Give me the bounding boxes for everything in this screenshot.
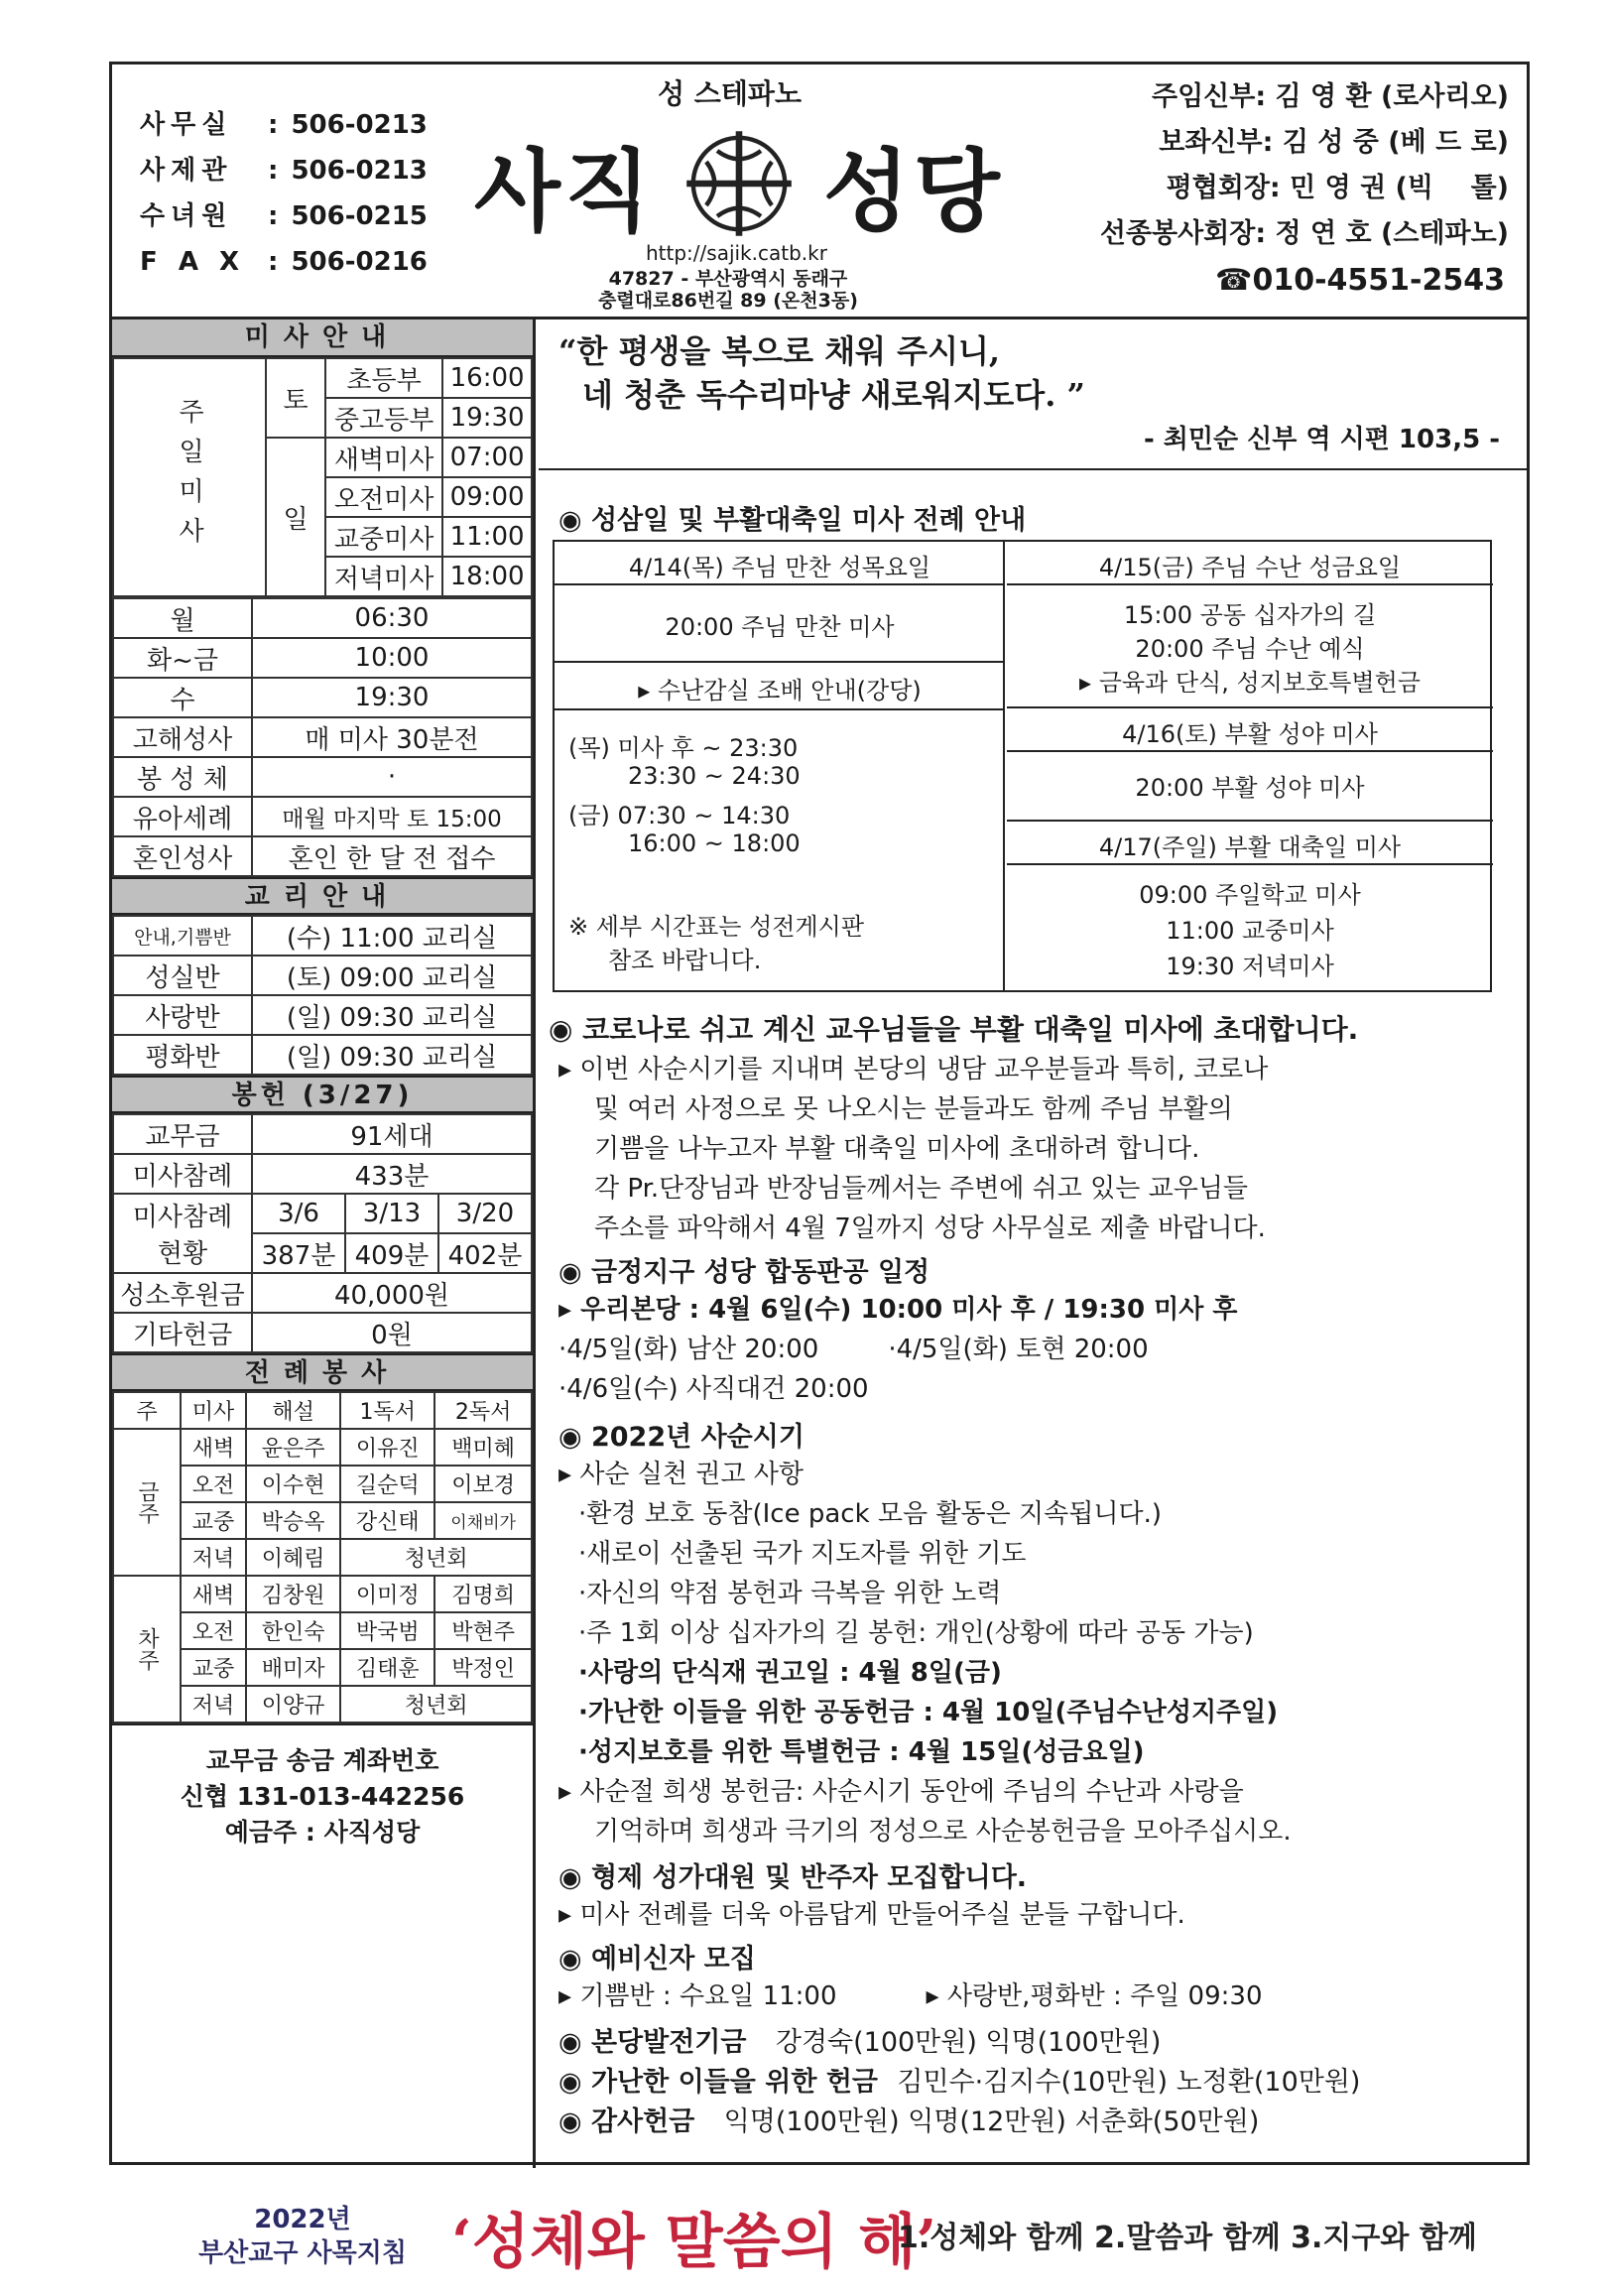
- liturgy-cell: 교중: [181, 1649, 246, 1686]
- confession-body: [558, 1290, 1238, 1409]
- divider: [1007, 583, 1493, 585]
- liturgy-cell: 청년회: [340, 1686, 532, 1722]
- attendance-date: 3/13: [345, 1194, 438, 1233]
- quote-source: - 최민순 신부 역 시편 103,5 -: [1143, 425, 1500, 454]
- thanks-title: ◉ 감사헌금: [558, 2106, 695, 2137]
- liturgy-cell: 이혜림: [246, 1539, 340, 1576]
- offering-label: 성소후원금: [113, 1273, 252, 1313]
- mass-time: 09:00: [442, 477, 532, 517]
- staff-value: 김 영 환 (로사리오): [1275, 81, 1509, 112]
- liturgy-cell: 박승옥: [246, 1502, 340, 1539]
- attendance-count: 402분: [438, 1233, 532, 1273]
- education-table: [112, 915, 533, 1076]
- row-label: 유아세례: [113, 797, 252, 836]
- row-label: 고해성사: [113, 717, 252, 757]
- footer-year: 2022년: [254, 2205, 351, 2234]
- class-name: 성실반: [113, 956, 252, 995]
- adoration-time: 23:30 ~ 24:30: [628, 762, 801, 790]
- week-label: 차주: [113, 1576, 181, 1722]
- liturgy-head: 미사: [181, 1392, 246, 1429]
- thanks-heading: [558, 2100, 1259, 2138]
- poor-fund-heading: [558, 2060, 1360, 2099]
- left-column: [112, 319, 536, 2168]
- text-line: ·성지보호를 위한 특별헌금 : 4월 15일(성금요일): [578, 1737, 1145, 1767]
- liturgy-cell: 새벽: [181, 1576, 246, 1612]
- liturgy-head: 2독서: [434, 1392, 532, 1429]
- header: [112, 64, 1527, 319]
- liturgy-head: 해설: [246, 1392, 340, 1429]
- text-line: ▸ 우리본당 : 4월 6일(수) 10:00 미사 후 / 19:30 미사 후: [558, 1295, 1238, 1325]
- good-friday-item: ▸ 금육과 단식, 성지보호특별헌금: [1079, 669, 1421, 697]
- account-line: 예금주 : 사직성당: [224, 1818, 421, 1847]
- liturgy-cell: 이수현: [246, 1466, 340, 1502]
- row-label: 혼인성사: [113, 836, 252, 876]
- account-line: 신협 131-013-442256: [180, 1782, 465, 1811]
- offering-value: 40,000원: [252, 1273, 532, 1313]
- choir-body: ▸ 미사 전례를 더욱 아름답게 만들어주실 분들 구합니다.: [558, 1900, 1185, 1930]
- offering-value: 91세대: [252, 1114, 532, 1154]
- class-name: 사랑반: [113, 995, 252, 1035]
- adoration-time: (목) 미사 후 ~ 23:30: [568, 734, 799, 762]
- saturday-label: 토: [266, 358, 325, 438]
- liturgy-head: 1독서: [340, 1392, 434, 1429]
- text-line: ▸ 사순 실천 권고 사항: [558, 1460, 805, 1489]
- weekday-schedule-table: [112, 597, 533, 877]
- footer-diocese: [198, 2203, 407, 2270]
- contact-list: 사무실 : 506-0213 사제관 : 506-0213 수녀원 : 506-0215 F A X : 506-0216: [140, 102, 428, 285]
- church-name-right: 성당: [822, 140, 1004, 244]
- easter-sunday-item: 19:30 저녁미사: [1166, 953, 1334, 980]
- divider: [1007, 863, 1493, 865]
- mass-name: 교중미사: [325, 517, 442, 557]
- text-line: ·가난한 이들을 위한 공동헌금 : 4월 10일(주님수난성지주일): [578, 1698, 1279, 1727]
- invitation-heading: ◉ 코로나로 쉬고 계신 교우님들을 부활 대축일 미사에 초대합니다.: [549, 1013, 1359, 1046]
- schedule-note: ※ 세부 시간표는 성전게시판: [568, 913, 865, 941]
- divider: [555, 583, 1005, 585]
- mass-time: 16:00: [442, 358, 532, 398]
- staff-value: 민 영 권 (빅 톨): [1290, 173, 1509, 203]
- contact-label: F A X: [140, 247, 246, 277]
- liturgy-section-title: 전례봉사: [112, 1353, 533, 1391]
- holy-week-box: [553, 540, 1492, 992]
- scripture-quote: [558, 329, 1085, 417]
- text-line: ·4/5일(화) 남산 20:00: [558, 1335, 819, 1364]
- church-subtitle: 성 스테파노: [658, 77, 802, 110]
- text-line: ·자신의 약점 봉헌과 극복을 위한 노력: [578, 1579, 1002, 1608]
- confession-heading: ◉ 금정지구 성당 합동판공 일정: [558, 1257, 930, 1288]
- mass-name: 새벽미사: [325, 438, 442, 477]
- mass-name: 중고등부: [325, 398, 442, 438]
- adoration-note: ▸ 수난감실 조배 안내(강당): [638, 677, 922, 704]
- contact-value: 506-0213: [291, 110, 428, 140]
- mass-name: 저녁미사: [325, 557, 442, 596]
- liturgy-cell: 저녁: [181, 1539, 246, 1576]
- attendance-date: 3/6: [252, 1194, 345, 1233]
- text-line: ·4/6일(수) 사직대건 20:00: [558, 1374, 869, 1404]
- mass-time: 11:00: [442, 517, 532, 557]
- offering-table: [112, 1113, 533, 1353]
- liturgy-cell: 교중: [181, 1502, 246, 1539]
- attendance-label-line: 현황: [157, 1239, 208, 1269]
- address-line: 47827 - 부산광역시 동래구: [608, 268, 848, 290]
- attendance-count: 387분: [252, 1233, 345, 1273]
- liturgy-cell: 이보경: [434, 1466, 532, 1502]
- row-value: 매 미사 30분전: [252, 717, 532, 757]
- text-line: ▸ 사랑반,평화반 : 주일 09:30: [926, 1981, 1263, 2011]
- easter-sunday-item: 09:00 주일학교 미사: [1139, 881, 1361, 909]
- bulletin-frame: [109, 62, 1530, 2165]
- mass-time: 18:00: [442, 557, 532, 596]
- offering-label: 기타헌금: [113, 1313, 252, 1352]
- liturgy-cell: 새벽: [181, 1429, 246, 1466]
- row-label: 봉 성 체: [113, 757, 252, 797]
- footer-goals: 1.성체와 함께 2.말씀과 함께 3.지구와 함께: [898, 2221, 1477, 2255]
- liturgy-cell: 박국범: [340, 1612, 434, 1649]
- quote-line: 네 청춘 독수리마냥 새로워지도다. ”: [582, 376, 1085, 414]
- text-line: ·사랑의 단식재 권고일 : 4월 8일(금): [578, 1658, 1002, 1688]
- liturgy-cell: 김창원: [246, 1576, 340, 1612]
- divider: [1007, 820, 1493, 822]
- week-label: 금주: [113, 1429, 181, 1576]
- footer-org: 부산교구 사목지침: [198, 2238, 407, 2268]
- divider: [555, 661, 1005, 663]
- church-name: [474, 119, 1004, 248]
- cross-logo-icon: [684, 129, 794, 238]
- liturgy-head: 주: [113, 1392, 181, 1429]
- divider: [1007, 750, 1493, 752]
- staff-value: 정 연 호 (스테파노): [1275, 218, 1509, 249]
- offering-value: 433분: [252, 1154, 532, 1194]
- education-section-title: 교리안내: [112, 877, 533, 915]
- address: [598, 268, 858, 312]
- good-friday-item: 20:00 주님 수난 예식: [1135, 635, 1365, 663]
- footer-motto: ‘성체와 말씀의 해’: [451, 2208, 937, 2277]
- row-value: 매월 마지막 토 15:00: [252, 797, 532, 836]
- sunday-mass-label: 주일미사: [113, 358, 266, 596]
- class-time: (수) 11:00 교리실: [252, 916, 532, 956]
- text-line: ·4/5일(화) 토현 20:00: [888, 1335, 1149, 1364]
- row-value: 19:30: [252, 678, 532, 717]
- contact-value: 506-0213: [291, 156, 428, 186]
- liturgy-cell: 길순덕: [340, 1466, 434, 1502]
- mass-name: 오전미사: [325, 477, 442, 517]
- liturgy-cell: 한인숙: [246, 1612, 340, 1649]
- row-label: 월: [113, 598, 252, 638]
- text-line: ·주 1회 이상 십자가의 길 봉헌: 개인(상황에 따라 공동 가능): [578, 1618, 1254, 1648]
- offering-label: 미사참례: [113, 1154, 252, 1194]
- adoration-time: 16:00 ~ 18:00: [628, 829, 801, 857]
- liturgy-cell: 저녁: [181, 1686, 246, 1722]
- liturgy-cell: 박정인: [434, 1649, 532, 1686]
- text-line: ·환경 보호 동참(Ice pack 모음 활동은 지속됩니다.): [578, 1499, 1163, 1529]
- holy-thursday-title: 4/14(목) 주님 만찬 성목요일: [628, 554, 931, 581]
- choir-heading: ◉ 형제 성가대원 및 반주자 모집합니다.: [558, 1862, 1028, 1893]
- row-value: ·: [252, 757, 532, 797]
- website-link[interactable]: http://sajik.catb.kr: [646, 241, 827, 265]
- liturgy-cell: 김태훈: [340, 1649, 434, 1686]
- fund-title: ◉ 본당발전기금: [558, 2027, 747, 2058]
- text-line: 및 여러 사정으로 못 나오시는 분들과도 함께 주님 부활의: [594, 1094, 1233, 1124]
- text-line: 기억하며 희생과 극기의 정성으로 사순봉헌금을 모아주십시오.: [594, 1817, 1292, 1847]
- easter-sunday-item: 11:00 교중미사: [1166, 917, 1334, 945]
- good-friday-title: 4/15(금) 주님 수난 성금요일: [1098, 554, 1402, 581]
- quote-line: “한 평생을 복으로 채워 주시니,: [558, 332, 1001, 370]
- mass-name: 초등부: [325, 358, 442, 398]
- text-line: 기쁨을 나누고자 부활 대축일 미사에 초대하려 합니다.: [594, 1134, 1200, 1164]
- mass-schedule-table: [112, 357, 533, 597]
- text-line: ▸ 이번 사순시기를 지내며 본당의 냉담 교우분들과 특히, 코로나: [558, 1055, 1269, 1084]
- attendance-label-line: 미사참례: [132, 1203, 233, 1232]
- liturgy-cell: 이미정: [340, 1576, 434, 1612]
- fund-donors: 강경숙(100만원) 익명(100만원): [775, 2027, 1162, 2058]
- footer: [0, 2183, 1610, 2296]
- liturgy-cell: 김명희: [434, 1576, 532, 1612]
- text-line: 주소를 파악해서 4월 7일까지 성당 사무실로 제출 바랍니다.: [594, 1213, 1266, 1243]
- class-time: (토) 09:00 교리실: [252, 956, 532, 995]
- contact-value: 506-0216: [291, 247, 428, 277]
- text-line: ·새로이 선출된 국가 지도자를 위한 기도: [578, 1539, 1027, 1569]
- attendance-date: 3/20: [438, 1194, 532, 1233]
- liturgy-cell: 박현주: [434, 1612, 532, 1649]
- easter-vigil-item: 20:00 부활 성야 미사: [1135, 774, 1365, 802]
- offering-value: 0원: [252, 1313, 532, 1352]
- text-line: ▸ 사순절 희생 봉헌금: 사순시기 동안에 주님의 수난과 사랑을: [558, 1777, 1244, 1807]
- staff-label: 평협회장: [1166, 173, 1270, 203]
- liturgy-cell: 오전: [181, 1612, 246, 1649]
- mass-section-title: 미사안내: [112, 319, 533, 357]
- sunday-label: 일: [266, 438, 325, 596]
- staff-label: 선종봉사회장: [1099, 218, 1256, 249]
- row-value: 혼인 한 달 전 접수: [252, 836, 532, 876]
- holy-thursday-mass: 20:00 주님 만찬 미사: [665, 613, 895, 641]
- address-line: 충렬대로86번길 89 (온천3동): [598, 290, 858, 312]
- thanks-donors: 익명(100만원) 익명(12만원) 서춘화(50만원): [723, 2106, 1260, 2137]
- account-line: 교무금 송금 계좌번호: [205, 1746, 439, 1775]
- holy-week-heading: ◉ 성삼일 및 부활대축일 미사 전례 안내: [558, 505, 1027, 536]
- staff-value: 김 성 중 (베 드 로): [1282, 127, 1509, 158]
- staff-label: 주임신부: [1152, 81, 1256, 112]
- fund-heading: [558, 2020, 1161, 2059]
- text-line: 각 Pr.단장님과 반장님들께서는 주변에 쉬고 있는 교우님들: [594, 1174, 1249, 1204]
- liturgy-cell: 윤은주: [246, 1429, 340, 1466]
- liturgy-cell: 강신태: [340, 1502, 434, 1539]
- mass-time: 19:30: [442, 398, 532, 438]
- text-line: ▸ 기쁨반 : 수요일 11:00: [558, 1981, 837, 2011]
- schedule-note: 참조 바랍니다.: [608, 947, 762, 974]
- liturgy-cell: 이유진: [340, 1429, 434, 1466]
- offering-section-title: 봉헌 (3/27): [112, 1076, 533, 1113]
- staff-label: 보좌신부: [1159, 127, 1263, 158]
- liturgy-cell: 오전: [181, 1466, 246, 1502]
- poor-fund-donors: 김민수·김지수(10만원) 노정환(10만원): [897, 2067, 1361, 2098]
- liturgy-cell: 이채비가: [434, 1502, 532, 1539]
- row-label: 화~금: [113, 638, 252, 678]
- liturgy-table: [112, 1391, 533, 1723]
- good-friday-item: 15:00 공동 십자가의 길: [1123, 601, 1377, 629]
- staff-list: 주임신부 : 김 영 환 (로사리오) 보좌신부 : 김 성 중 (베 드 로) 평협회장 : 민 영 권 (빅 톨) 선종봉사회장 : 정 연 호 (스테파노): [1100, 74, 1509, 257]
- liturgy-cell: 백미혜: [434, 1429, 532, 1466]
- divider: [555, 708, 1005, 710]
- liturgy-cell: 배미자: [246, 1649, 340, 1686]
- class-time: (일) 09:30 교리실: [252, 1035, 532, 1075]
- contact-label: 사제관: [140, 156, 233, 186]
- account-info: [112, 1723, 533, 1850]
- adoration-time: (금) 07:30 ~ 14:30: [568, 802, 791, 829]
- phone-number: ☎010-4551-2543: [1215, 263, 1505, 298]
- offering-label: 교무금: [113, 1114, 252, 1154]
- liturgy-cell: 이양규: [246, 1686, 340, 1722]
- liturgy-cell: 청년회: [340, 1539, 532, 1576]
- catechumen-heading: ◉ 예비신자 모집: [558, 1944, 756, 1975]
- class-time: (일) 09:30 교리실: [252, 995, 532, 1035]
- poor-fund-title: ◉ 가난한 이들을 위한 헌금: [558, 2067, 878, 2098]
- row-label: 수: [113, 678, 252, 717]
- contact-label: 수녀원: [140, 201, 233, 231]
- divider: [539, 468, 1530, 470]
- contact-value: 506-0215: [291, 201, 428, 231]
- row-value: 10:00: [252, 638, 532, 678]
- lent-body: [558, 1455, 1292, 1851]
- catechumen-body: [558, 1977, 1263, 2016]
- easter-vigil-title: 4/16(토) 부활 성야 미사: [1122, 720, 1378, 748]
- attendance-count: 409분: [345, 1233, 438, 1273]
- contact-label: 사무실: [140, 110, 233, 140]
- mass-time: 07:00: [442, 438, 532, 477]
- attendance-label: [113, 1194, 252, 1273]
- church-name-left: 사직: [474, 140, 655, 244]
- lent-heading: ◉ 2022년 사순시기: [558, 1422, 805, 1453]
- class-name: 안내,기쁨반: [113, 916, 252, 956]
- class-name: 평화반: [113, 1035, 252, 1075]
- divider: [1007, 706, 1493, 708]
- invitation-body: [558, 1050, 1268, 1248]
- row-value: 06:30: [252, 598, 532, 638]
- easter-sunday-title: 4/17(주일) 부활 대축일 미사: [1098, 833, 1402, 861]
